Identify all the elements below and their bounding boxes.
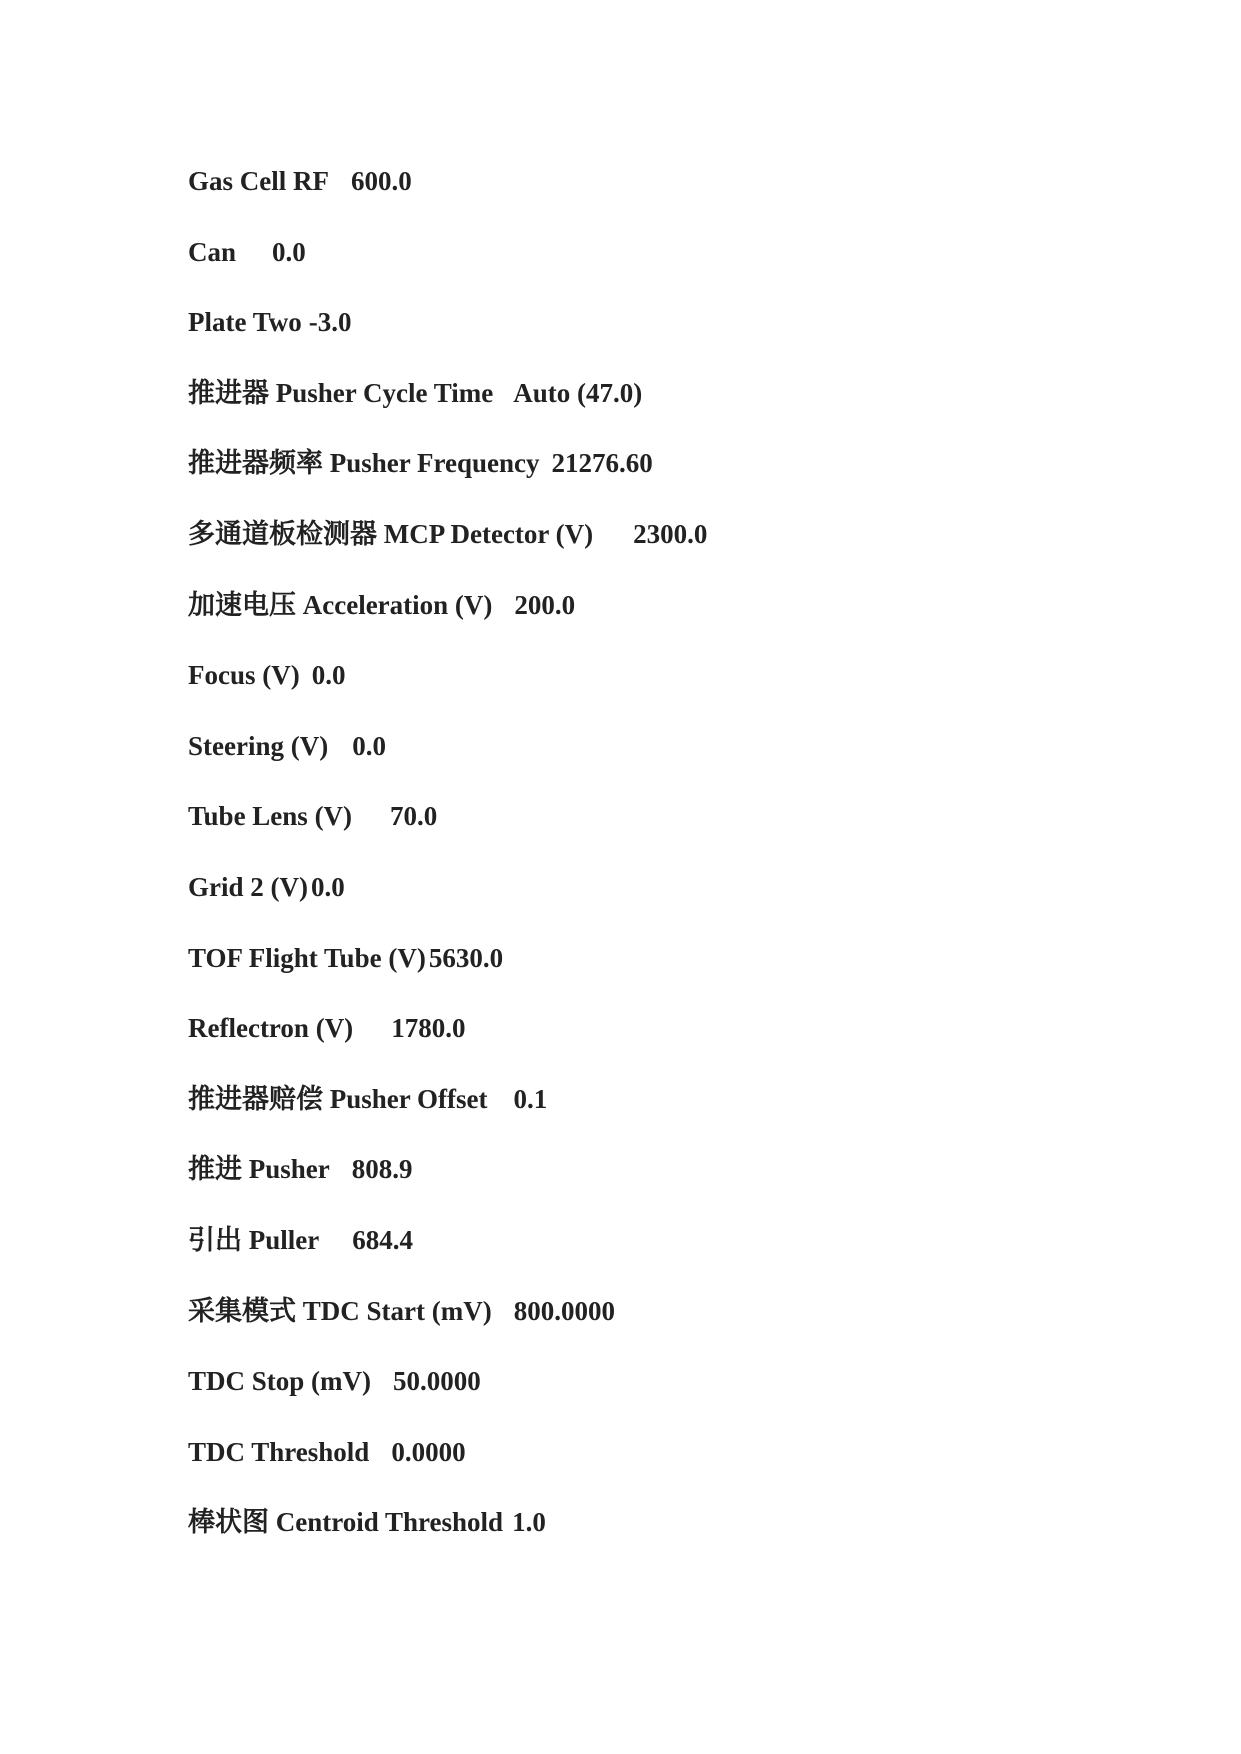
param-label: 棒状图 Centroid Threshold <box>188 1507 504 1538</box>
param-value: 684.4 <box>352 1224 413 1255</box>
param-label: Steering (V) <box>188 730 329 761</box>
param-value: 50.0000 <box>393 1366 481 1397</box>
param-value: 70.0 <box>390 801 438 832</box>
param-row-tube-lens <box>188 803 707 874</box>
param-row-pusher-frequency <box>188 450 707 521</box>
param-value: 0.0 <box>311 660 346 691</box>
param-row-focus <box>188 662 707 733</box>
param-row-centroid-threshold <box>188 1509 707 1580</box>
param-value: 0.0 <box>352 730 386 761</box>
param-value: 0.0000 <box>391 1436 466 1467</box>
param-value: 0.1 <box>513 1083 548 1114</box>
param-row-mcp-detector <box>188 518 708 592</box>
param-label: Grid 2 (V) <box>188 871 308 902</box>
param-row-puller <box>188 1224 707 1298</box>
param-value: 808.9 <box>351 1154 413 1185</box>
param-value: -3.0 <box>308 307 352 338</box>
param-value: 200.0 <box>514 589 576 620</box>
param-row-pusher-offset <box>188 1083 707 1157</box>
param-value: 5630.0 <box>428 942 504 973</box>
param-label: Can <box>188 236 237 267</box>
param-row-tdc-stop <box>188 1368 707 1439</box>
param-label: Plate Two <box>188 307 302 338</box>
param-row-plate-two <box>188 309 707 380</box>
param-value: 1780.0 <box>391 1013 466 1044</box>
param-label: Reflectron (V) <box>188 1013 354 1044</box>
parameter-list <box>188 168 707 1580</box>
param-row-steering <box>188 730 707 804</box>
param-row-gas-cell-rf <box>188 168 707 239</box>
param-value: 600.0 <box>351 166 412 196</box>
param-label: Gas Cell RF <box>188 166 329 196</box>
param-label: 推进 Pusher <box>188 1154 330 1185</box>
param-row-pusher-cycle-time <box>188 377 707 451</box>
param-label: TDC Stop (mV) <box>188 1366 372 1397</box>
param-row-tof-flight-tube <box>188 942 707 1016</box>
param-value: Auto (47.0) <box>513 377 643 408</box>
param-row-grid-2 <box>188 871 707 945</box>
param-value: 800.0000 <box>513 1295 615 1326</box>
param-label: 推进器频率 Pusher Frequency <box>188 448 540 479</box>
param-value: 21276.60 <box>551 448 653 479</box>
param-row-reflectron <box>188 1015 707 1086</box>
param-row-acceleration <box>188 589 707 663</box>
param-label: 加速电压 Acceleration (V) <box>188 589 493 620</box>
param-label: Tube Lens (V) <box>188 801 353 832</box>
param-row-tdc-threshold <box>188 1436 707 1510</box>
param-label: 多通道板检测器 MCP Detector (V) <box>188 518 594 549</box>
param-value: 0.0 <box>310 871 345 902</box>
param-label: 引出 Puller <box>188 1224 320 1255</box>
param-row-can <box>188 236 707 310</box>
param-label: 采集模式 TDC Start (mV) <box>188 1295 492 1326</box>
param-value: 2300.0 <box>633 518 708 549</box>
param-label: Focus (V) <box>188 660 300 691</box>
param-label: 推进器赔偿 Pusher Offset <box>188 1083 488 1114</box>
param-row-tdc-start <box>188 1295 707 1369</box>
param-label: TDC Threshold <box>188 1436 370 1467</box>
param-label: TOF Flight Tube (V) <box>188 942 426 973</box>
param-label: 推进器 Pusher Cycle Time <box>188 377 494 408</box>
param-value: 1.0 <box>512 1507 546 1538</box>
param-row-pusher <box>188 1156 707 1227</box>
param-value: 0.0 <box>272 236 306 267</box>
